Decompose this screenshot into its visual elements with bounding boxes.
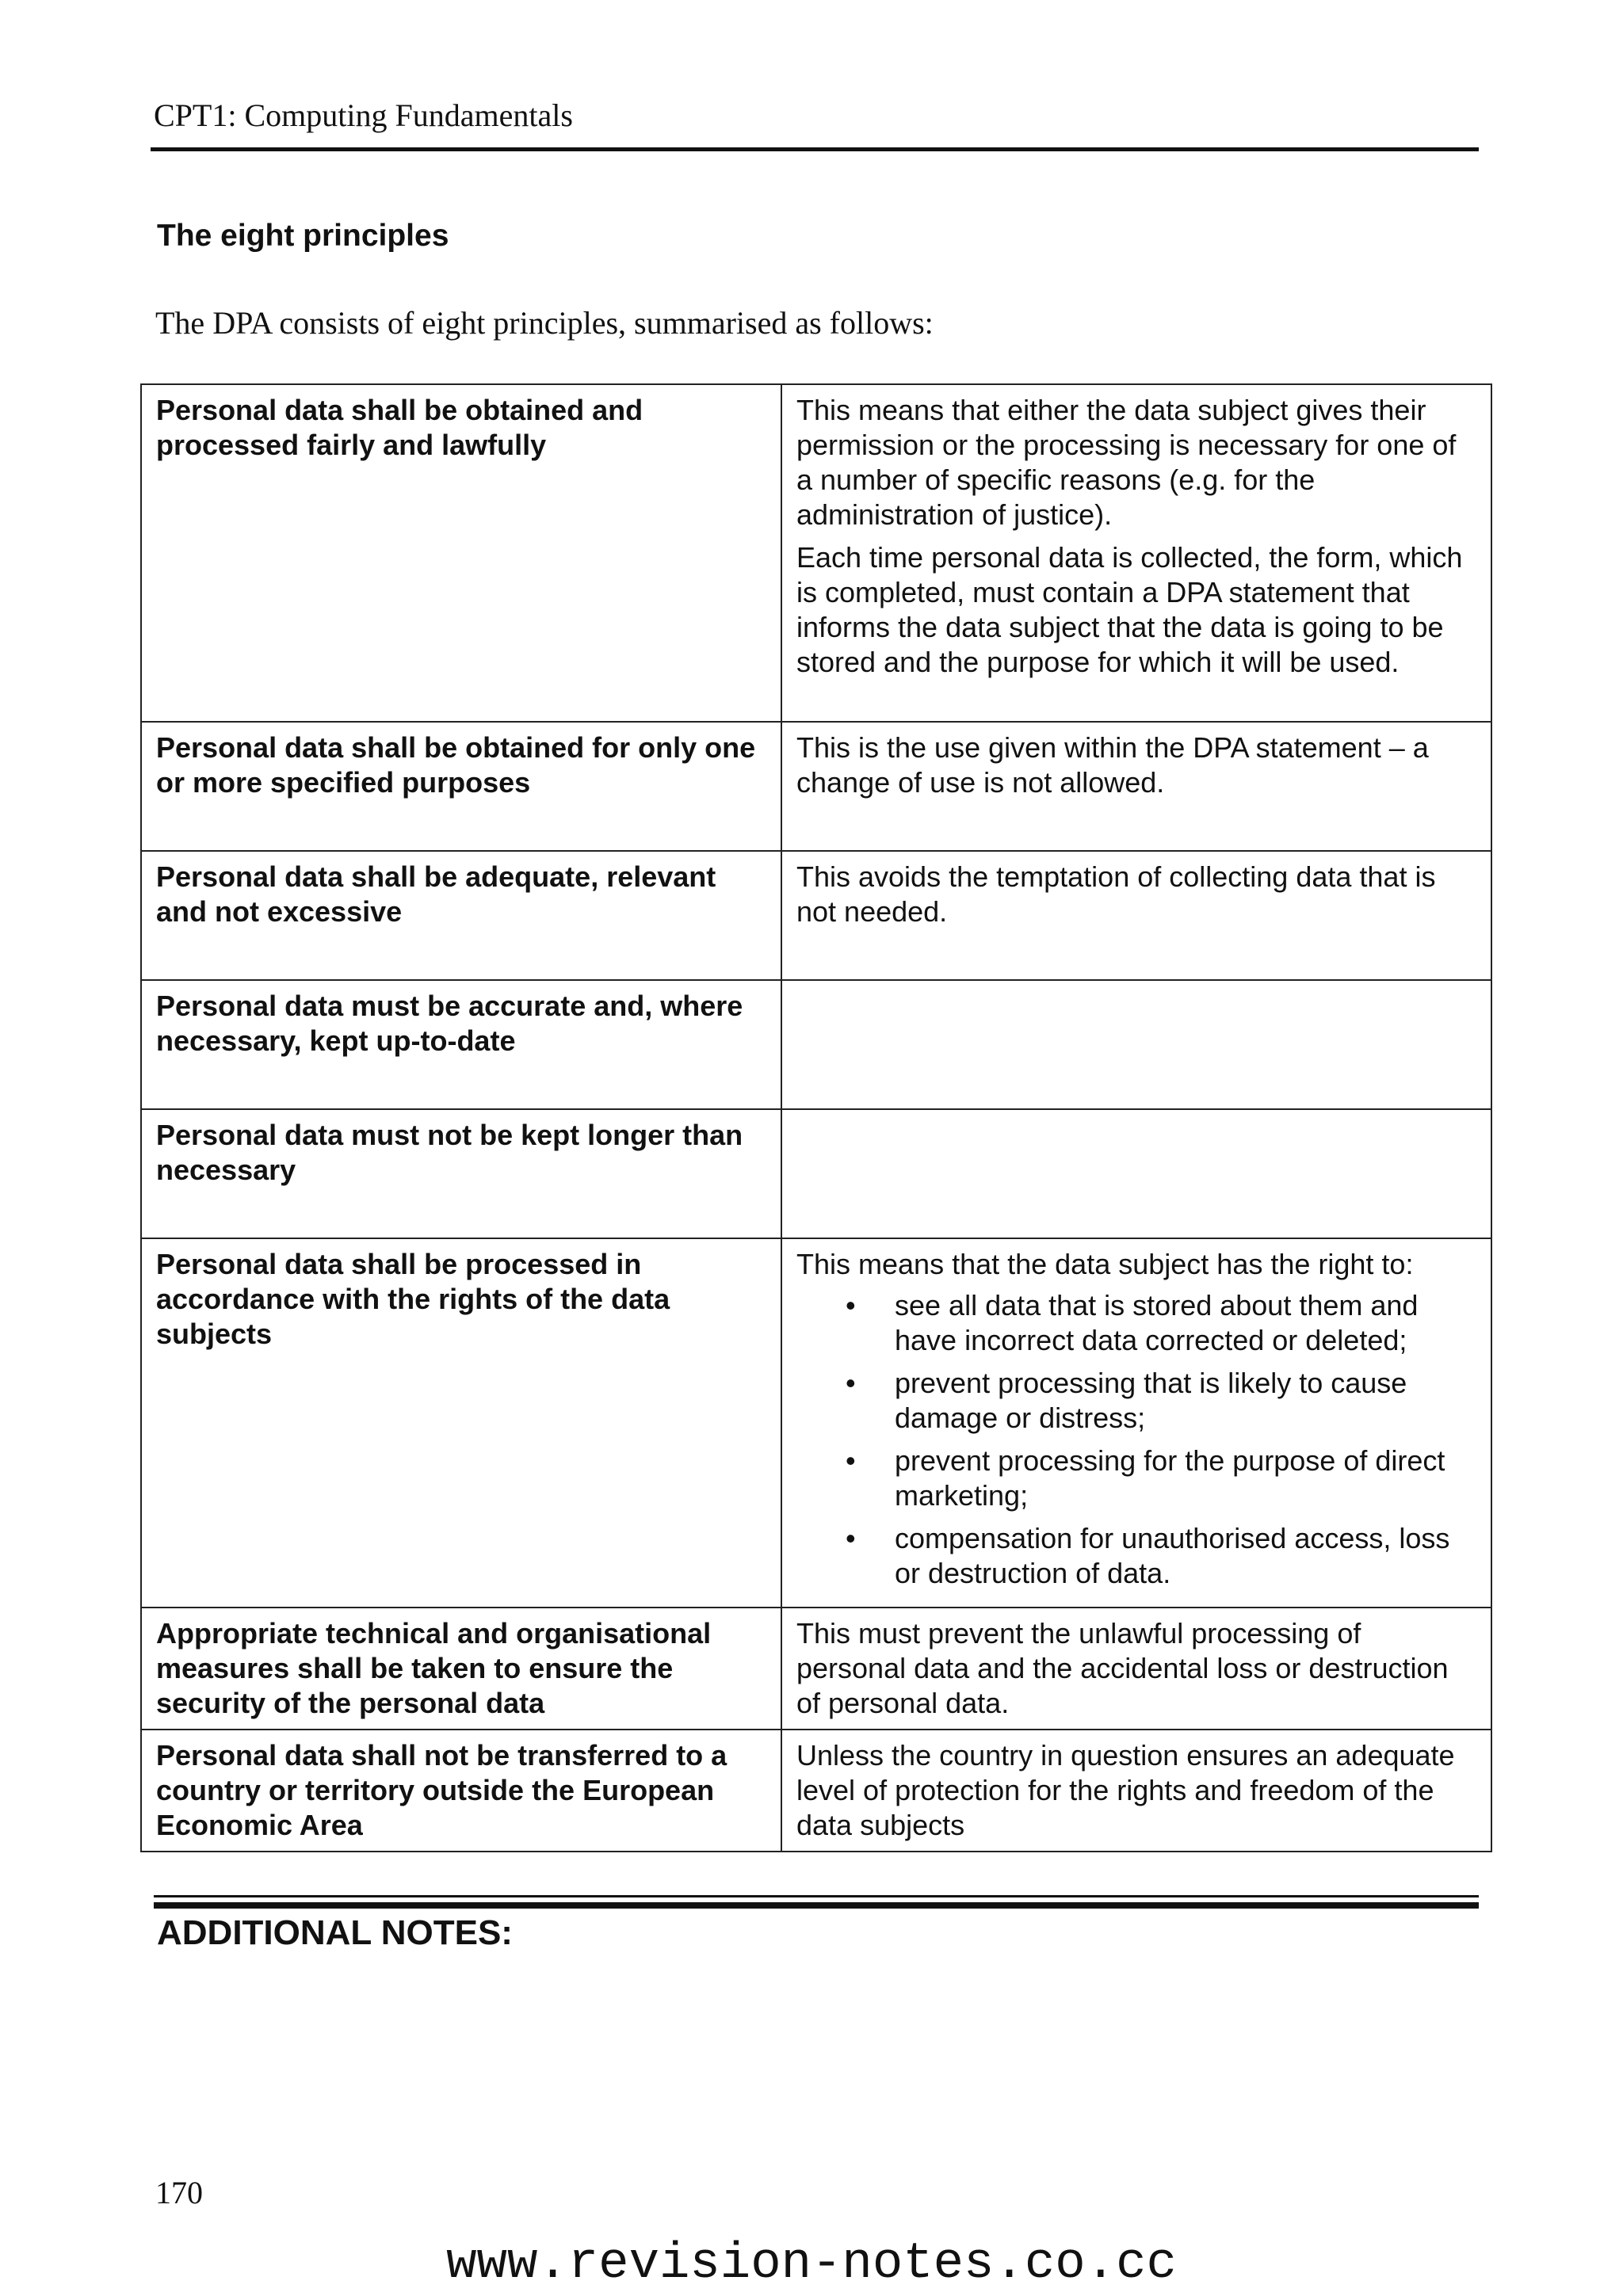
principles-table [140, 383, 1492, 1852]
principle-cell: Appropriate technical and organisational measures shall be taken to ensure the security of the personal data [141, 1608, 781, 1730]
footer-url: www.revision-notes.co.cc [446, 2236, 1177, 2293]
notes-rule-thin [154, 1895, 1479, 1897]
table-row [141, 1238, 1491, 1608]
explanation-text: Each time personal data is collected, the form, which is completed, must contain a DPA statement that informs the data subject that the data is going to be stored and the purpose for which it will be used. [796, 541, 1463, 678]
page-number: 170 [155, 2175, 203, 2210]
principle-cell: Personal data shall be adequate, relevant and not excessive [141, 851, 781, 980]
explanation-text: This means that the data subject has the right to: [796, 1248, 1414, 1280]
table-row [141, 1608, 1491, 1730]
explanation-text: Unless the country in question ensures an adequate level of protection for the rights and freedom of the data subjects [796, 1739, 1455, 1841]
explanation-cell [781, 384, 1491, 722]
table-row [141, 1109, 1491, 1238]
table-row [141, 722, 1491, 851]
section-heading: The eight principles [157, 219, 449, 253]
rights-list [796, 1288, 1475, 1591]
principle-cell: Personal data shall not be transferred to a country or territory outside the European Economic Area [141, 1730, 781, 1852]
principle-cell: Personal data must not be kept longer than necessary [141, 1109, 781, 1238]
table-row [141, 980, 1491, 1109]
list-item: • prevent processing for the purpose of direct marketing; [895, 1444, 1475, 1513]
running-header: CPT1: Computing Fundamentals [154, 97, 573, 133]
principle-cell: Personal data shall be obtained for only one or more specified purposes [141, 722, 781, 851]
explanation-text: This avoids the temptation of collecting data that is not needed. [796, 860, 1436, 928]
table-row [141, 384, 1491, 722]
list-item: • prevent processing that is likely to cause damage or distress; [895, 1366, 1475, 1436]
explanation-cell-empty [781, 980, 1491, 1109]
list-item: • compensation for unauthorised access, loss or destruction of data. [895, 1521, 1475, 1591]
notes-rule-thick [154, 1902, 1479, 1909]
table-row [141, 851, 1491, 980]
intro-paragraph: The DPA consists of eight principles, summarised as follows: [155, 305, 934, 341]
explanation-cell [781, 722, 1491, 851]
explanation-text: This must prevent the unlawful processing of personal data and the accidental loss or destruction of personal data. [796, 1617, 1449, 1719]
header-rule [151, 147, 1479, 151]
principle-cell: Personal data shall be processed in accordance with the rights of the data subjects [141, 1238, 781, 1608]
list-item: • see all data that is stored about them and have incorrect data corrected or deleted; [895, 1288, 1475, 1358]
explanation-cell [781, 851, 1491, 980]
principle-cell: Personal data shall be obtained and processed fairly and lawfully [141, 384, 781, 722]
explanation-text: This is the use given within the DPA statement – a change of use is not allowed. [796, 731, 1429, 799]
explanation-cell-empty [781, 1109, 1491, 1238]
table-row [141, 1730, 1491, 1852]
explanation-cell [781, 1608, 1491, 1730]
principle-cell: Personal data must be accurate and, where necessary, kept up-to-date [141, 980, 781, 1109]
explanation-text: This means that either the data subject gives their permission or the processing is necessary for one of a number of specific reasons (e.g. for the administration of justice). [796, 394, 1457, 531]
notes-heading: ADDITIONAL NOTES: [157, 1913, 513, 1952]
explanation-cell [781, 1238, 1491, 1608]
explanation-cell [781, 1730, 1491, 1852]
